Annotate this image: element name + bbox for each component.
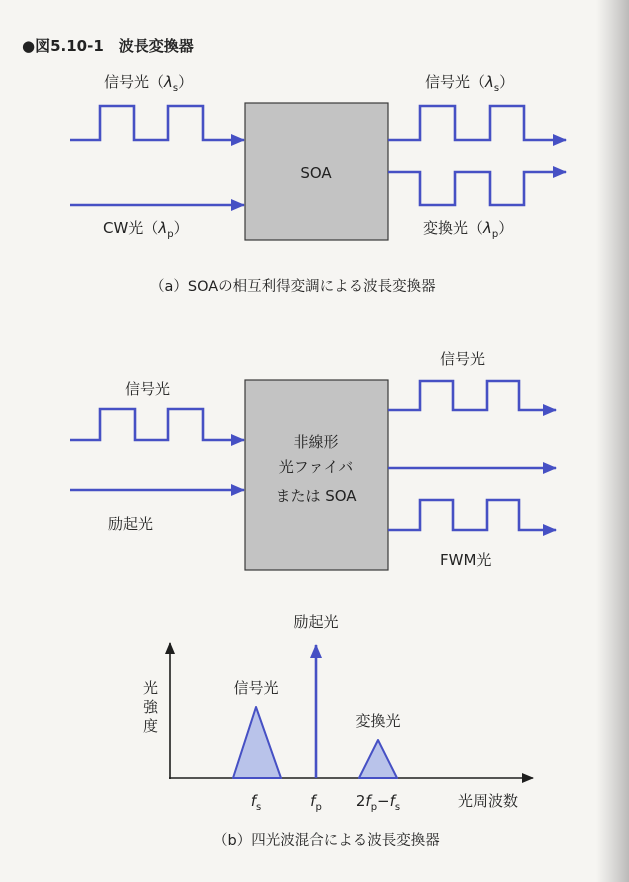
part-b-input-signal-label: 信号光	[125, 380, 171, 398]
spectrum-x-axis-label: 光周波数	[458, 792, 519, 810]
part-a-output-signal-wave	[388, 106, 566, 140]
part-a-input-signal-wave	[70, 106, 244, 140]
spectrum-pump-label: 励起光	[293, 613, 339, 631]
part-b-device-line-2: 光ファイバ	[278, 458, 354, 476]
spectrum-y-axis-label: 光強度	[141, 680, 159, 737]
part-b-input-signal-wave	[70, 409, 244, 440]
part-a-soa-label: SOA	[300, 164, 332, 182]
spectrum-signal-label: 信号光	[233, 679, 279, 697]
part-b-diagram	[70, 350, 556, 570]
tick-signal-frequency: $f_s$	[250, 792, 262, 813]
part-a-diagram	[70, 73, 566, 295]
part-b-output-signal-label: 信号光	[440, 350, 486, 368]
part-b-caption: （b）四光波混合による波長変換器	[213, 833, 440, 849]
part-a-converted-label: 変換光$(\lambda_p)$	[423, 219, 514, 240]
part-b-fwm-wave	[388, 500, 556, 530]
figure-title: ●図5.10-1 波長変換器	[22, 37, 194, 55]
part-a-cw-label: CW光$(\lambda_p)$	[103, 219, 189, 240]
tick-converted-frequency: $2f_p-f_s$	[355, 792, 401, 813]
spectrum-signal-peak	[233, 707, 281, 778]
spectrum-converted-peak	[359, 740, 397, 778]
part-a-input-signal-label: 信号光$(\lambda_s)$	[104, 73, 194, 94]
part-a-output-signal-label: 信号光$(\lambda_s)$	[425, 73, 515, 94]
part-b-pump-label: 励起光	[108, 515, 154, 533]
page-edge-shadow	[596, 0, 629, 882]
part-b-fwm-label: FWM光	[440, 551, 492, 569]
part-b-device-line-1: 非線形	[293, 433, 339, 451]
part-a-caption: （a）SOAの相互利得変調による波長変換器	[150, 279, 436, 295]
part-b-spectrum	[169, 613, 533, 813]
spectrum-converted-label: 変換光	[355, 712, 401, 730]
tick-pump-frequency: $f_p$	[310, 792, 322, 813]
part-b-output-signal-wave	[388, 381, 556, 410]
part-b-device-line-3: または SOA	[275, 487, 357, 505]
part-a-converted-wave	[388, 172, 566, 205]
